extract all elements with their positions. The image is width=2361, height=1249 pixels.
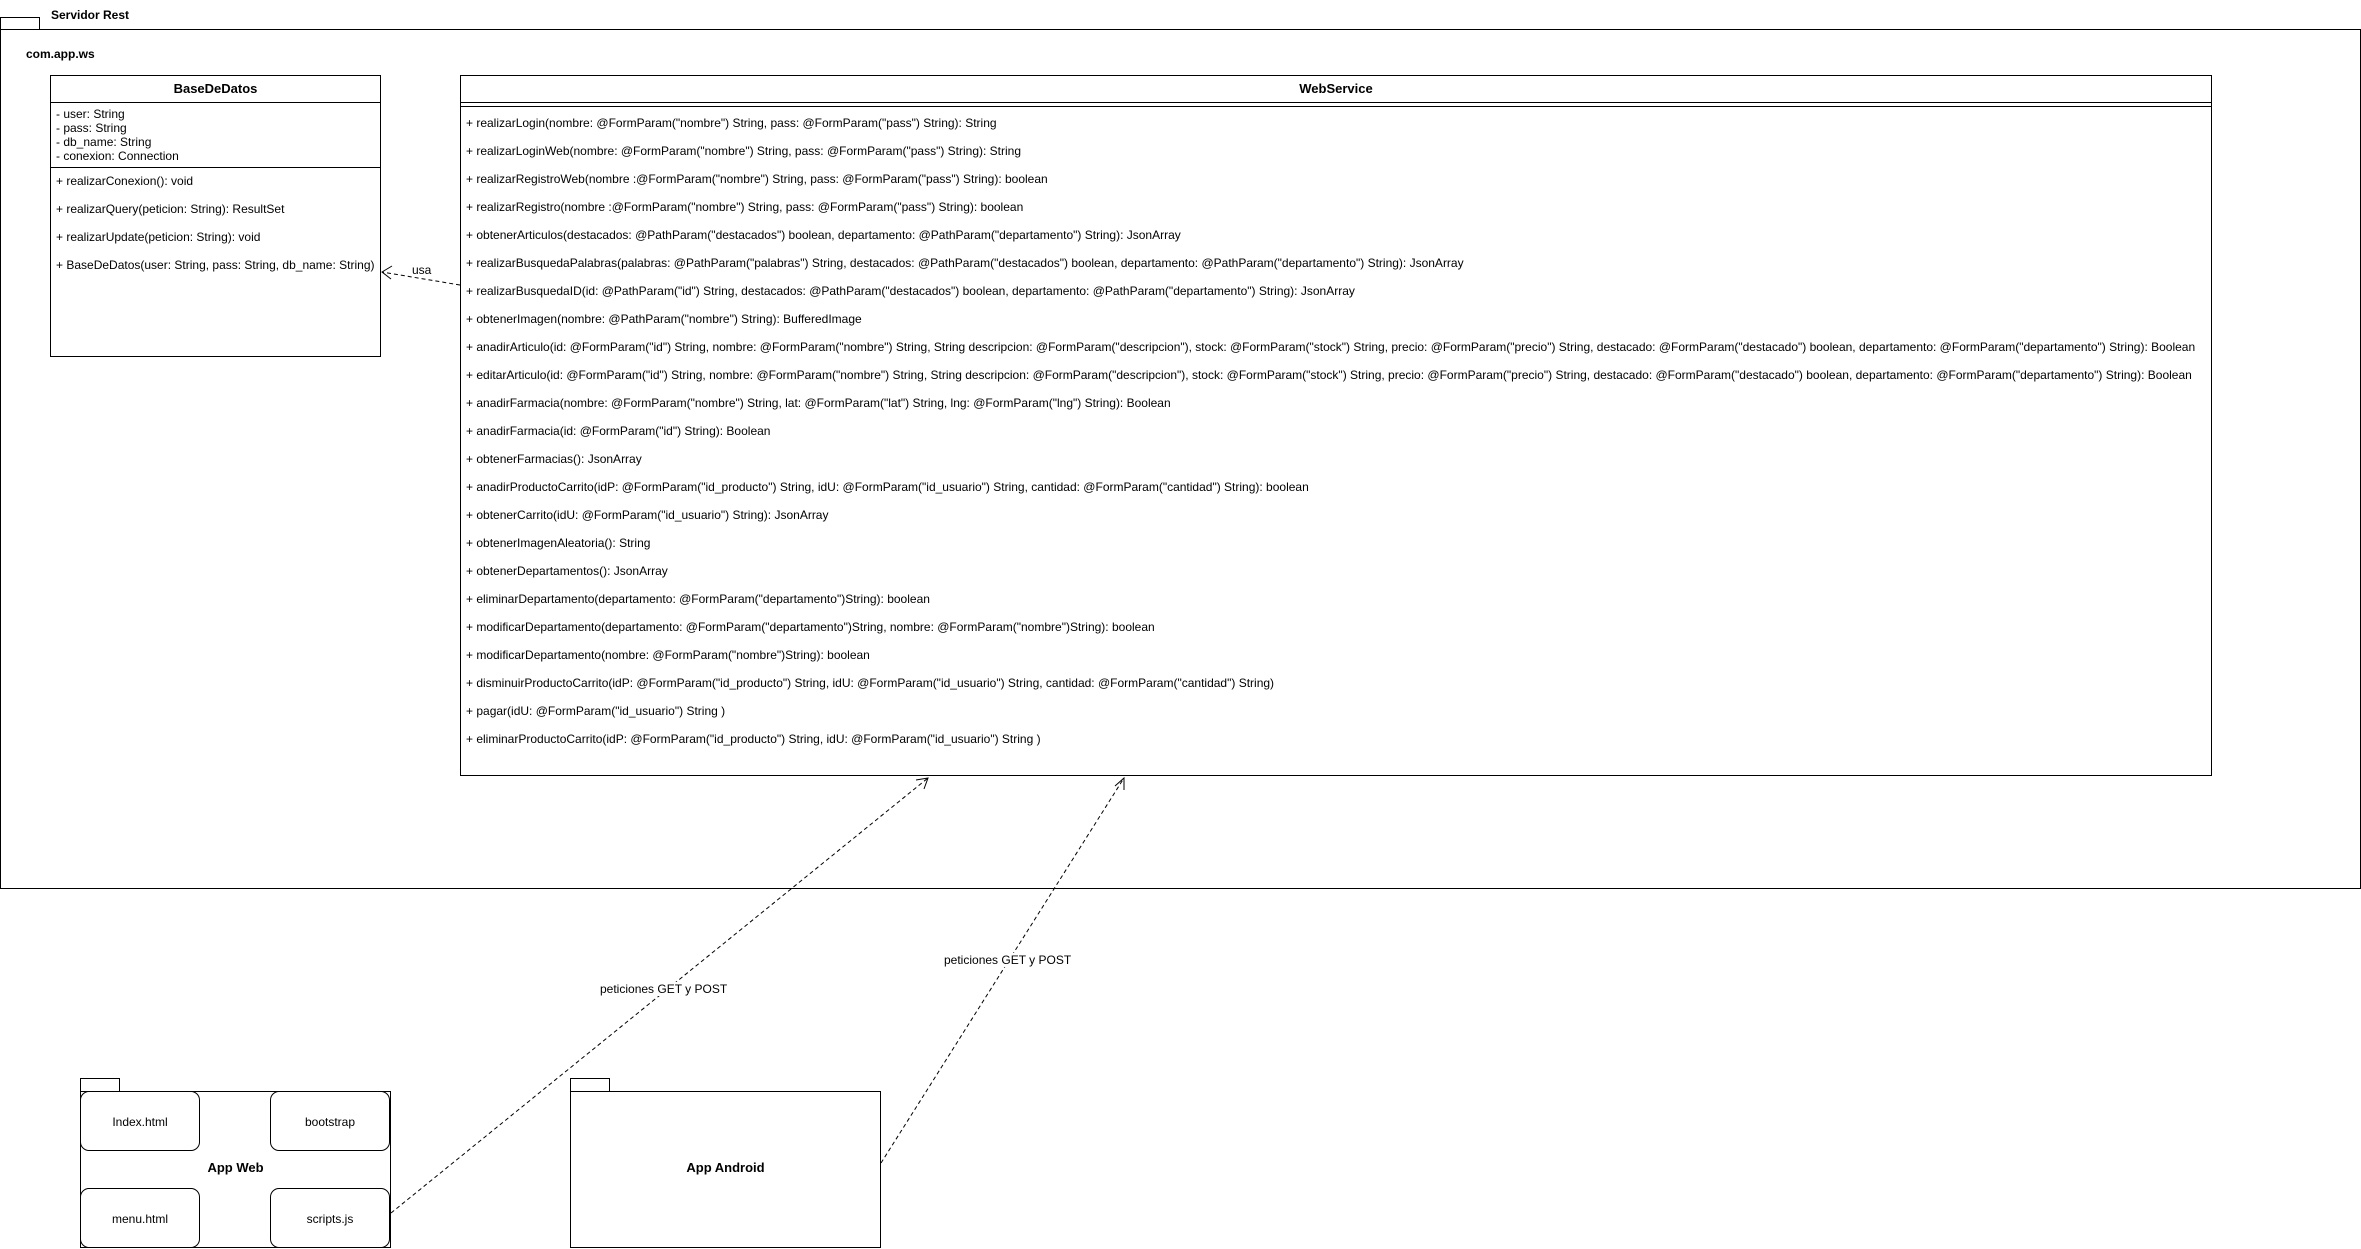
class-basededatos-title: BaseDeDatos [51, 76, 380, 103]
method: + realizarQuery(peticion: String): ResultSet [56, 202, 285, 216]
attribute: - conexion: Connection [56, 149, 179, 163]
method: + modificarDepartamento(nombre: @FormParam("nombre")String): boolean [466, 648, 870, 662]
method: + obtenerDepartamentos(): JsonArray [466, 564, 668, 578]
method: + obtenerImagenAleatoria(): String [466, 536, 651, 550]
app-android-title: App Android [686, 1160, 765, 1175]
method: + anadirProductoCarrito(idP: @FormParam("id_producto") String, idU: @FormParam("id_usuario") String, cantidad: @FormParam("cantidad") String): boolean [466, 480, 1309, 494]
method: + eliminarDepartamento(departamento: @FormParam("departamento")String): boolean [466, 592, 930, 606]
method: + modificarDepartamento(departamento: @FormParam("departamento")String, nombre: @FormParam("nombre")String): boolean [466, 620, 1155, 634]
android-requests-line [881, 778, 1124, 1163]
method: + anadirFarmacia(nombre: @FormParam("nombre") String, lat: @FormParam("lat") String, lng: @FormParam("lng") String): Boolean [466, 396, 1171, 410]
file-menu-html-label: menu.html [111, 1212, 169, 1226]
file-scripts-js-label: scripts.js [306, 1212, 354, 1226]
method: + anadirFarmacia(id: @FormParam("id") String): Boolean [466, 424, 771, 438]
attribute: - user: String [56, 107, 125, 121]
method: + realizarLogin(nombre: @FormParam("nombre") String, pass: @FormParam("pass") String): String [466, 116, 997, 130]
method: + obtenerArticulos(destacados: @PathParam("destacados") boolean, departamento: @PathParam("departamento") String): JsonArray [466, 228, 1181, 242]
method: + BaseDeDatos(user: String, pass: String, db_name: String) [56, 258, 375, 272]
method: + anadirArticulo(id: @FormParam("id") String, nombre: @FormParam("nombre") String, String descripcion: @FormParam("descripcion"), stock: @FormParam("stock") String, precio: @FormParam("precio") String, destacado: @FormParam("destacado") boolean, departamento: @FormParam("departamento") String): Boolean [466, 340, 2196, 354]
method: + realizarBusquedaPalabras(palabras: @PathParam("palabras") String, destacados: @PathParam("destacados") boolean, departamento: @PathParam("departamento") String): JsonArray [466, 256, 1464, 270]
method: + realizarConexion(): void [56, 174, 194, 188]
method: + realizarLoginWeb(nombre: @FormParam("nombre") String, pass: @FormParam("pass") String): String [466, 144, 1022, 158]
subpackage-label: com.app.ws [26, 47, 95, 61]
attribute: - db_name: String [56, 135, 152, 149]
app-web-title: App Web [207, 1160, 264, 1175]
method: + obtenerCarrito(idU: @FormParam("id_usuario") String): JsonArray [466, 508, 829, 522]
method: + realizarRegistro(nombre :@FormParam("nombre") String, pass: @FormParam("pass") String): boolean [466, 200, 1024, 214]
web-requests-label: peticiones GET y POST [600, 982, 728, 996]
file-bootstrap-label: bootstrap [304, 1115, 356, 1129]
method: + obtenerFarmacias(): JsonArray [466, 452, 642, 466]
file-index-html-label: Index.html [112, 1115, 168, 1129]
attribute: - pass: String [56, 121, 127, 135]
method: + editarArticulo(id: @FormParam("id") String, nombre: @FormParam("nombre") String, String descripcion: @FormParam("descripcion"), stock: @FormParam("stock") String, precio: @FormParam("precio") String, destacado: @FormParam("destacado") boolean, departamento: @FormParam("departamento") String): Boolean [466, 368, 2192, 382]
method: + obtenerImagen(nombre: @PathParam("nombre") String): BufferedImage [466, 312, 862, 326]
method: + pagar(idU: @FormParam("id_usuario") String ) [466, 704, 726, 718]
class-webservice-title: WebService [461, 76, 2211, 103]
android-requests-label: peticiones GET y POST [944, 953, 1072, 967]
android-requests-arrowhead [1115, 778, 1124, 790]
method: + realizarBusquedaID(id: @PathParam("id") String, destacados: @PathParam("destacados") boolean, departamento: @PathParam("departamento") String): JsonArray [466, 284, 1355, 298]
uses-label: usa [412, 263, 432, 277]
server-package-title: Servidor Rest [51, 8, 130, 22]
method: + realizarRegistroWeb(nombre :@FormParam("nombre") String, pass: @FormParam("pass") String): boolean [466, 172, 1048, 186]
method: + eliminarProductoCarrito(idP: @FormParam("id_producto") String, idU: @FormParam("id_usuario") String ) [466, 732, 1041, 746]
method: + disminuirProductoCarrito(idP: @FormParam("id_producto") String, idU: @FormParam("id_usuario") String, cantidad: @FormParam("cantidad") String) [466, 676, 1275, 690]
method: + realizarUpdate(peticion: String): void [56, 230, 261, 244]
